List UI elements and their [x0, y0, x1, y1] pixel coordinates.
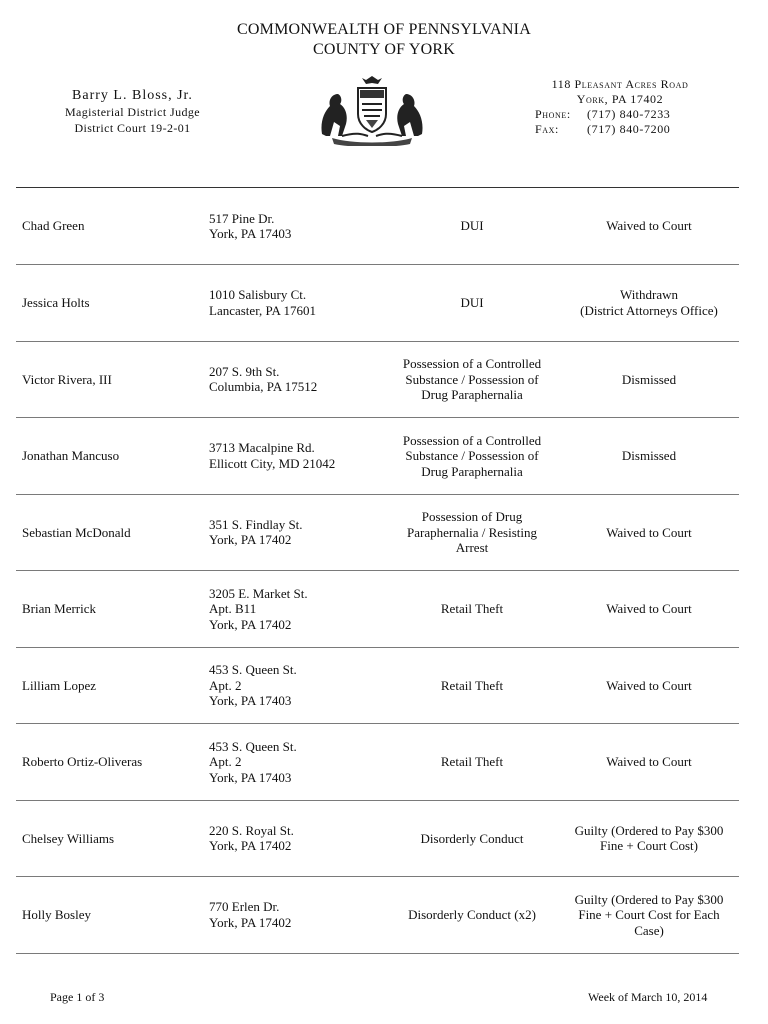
- defendant-address-line: York, PA 17402: [209, 914, 292, 930]
- defendant-name: Sebastian McDonald: [16, 494, 202, 571]
- table-row: [16, 724, 739, 801]
- address-city: York, PA 17402: [576, 92, 664, 106]
- defendant-name: Jonathan Mancuso: [16, 418, 202, 495]
- defendant-address-line: 1010 Salisbury Ct.: [209, 287, 307, 303]
- charge-line: Drug Paraphernalia: [421, 463, 523, 479]
- charge-line: Retail Theft: [440, 677, 504, 693]
- defendant-address: [202, 188, 381, 265]
- defendant-address-line: York, PA 17402: [209, 532, 292, 548]
- header-commonwealth: COMMONWEALTH OF PENNSYLVANIA: [237, 21, 531, 38]
- defendant-address-line: 220 S. Royal St.: [209, 822, 294, 838]
- charge: [381, 724, 563, 801]
- defendant-name: Victor Rivera, III: [16, 341, 202, 418]
- charge-line: Substance / Possession of: [405, 371, 539, 387]
- table-row: [16, 418, 739, 495]
- defendant-address-line: York, PA 17403: [209, 769, 292, 785]
- charge: [381, 188, 563, 265]
- disposition: [563, 494, 739, 571]
- disposition: [563, 800, 739, 877]
- fax-row: [535, 122, 705, 137]
- disposition: [563, 188, 739, 265]
- defendant-address-line: York, PA 17403: [209, 226, 292, 241]
- charge: [381, 800, 563, 877]
- charge: [381, 418, 563, 495]
- defendant-address-line: 517 Pine Dr.: [209, 210, 275, 226]
- charge-line: Paraphernalia / Resisting: [407, 524, 537, 540]
- disposition: [563, 265, 739, 342]
- charge-line: DUI: [460, 218, 484, 234]
- defendant-name: Jessica Holts: [16, 265, 202, 342]
- page-number: Page 1 of 3: [50, 990, 105, 1004]
- table-row: [16, 188, 739, 265]
- disposition: [563, 724, 739, 801]
- charge-line: Possession of a Controlled: [402, 432, 542, 448]
- disposition: [563, 877, 739, 954]
- defendant-name: Chad Green: [16, 188, 202, 265]
- disposition-line: Guilty (Ordered to Pay $300: [574, 891, 724, 907]
- defendant-address-line: Ellicott City, MD 21042: [209, 455, 336, 471]
- disposition-line: Waived to Court: [606, 754, 692, 769]
- charge: [381, 571, 563, 648]
- disposition: [563, 647, 739, 724]
- document-header: [0, 20, 768, 60]
- defendant-name: Holly Bosley: [16, 877, 202, 954]
- fax-label: Fax:: [535, 122, 559, 136]
- table-row: [16, 341, 739, 418]
- phone-number: (717) 840-7233: [587, 107, 671, 121]
- disposition-line: Waived to Court: [606, 218, 692, 234]
- table-row: [16, 571, 739, 648]
- table-row: [16, 800, 739, 877]
- charge-line: Retail Theft: [440, 601, 504, 616]
- defendant-address-line: 453 S. Queen St.: [209, 738, 297, 754]
- defendant-address: [202, 494, 381, 571]
- disposition: [563, 418, 739, 495]
- defendant-address: [202, 800, 381, 877]
- charge-line: Possession of Drug: [421, 509, 523, 524]
- disposition-line: Guilty (Ordered to Pay $300: [574, 822, 724, 838]
- disposition-line: Dismissed: [621, 371, 677, 387]
- judge-title: Magisterial District Judge: [64, 105, 201, 119]
- defendant-name: Lilliam Lopez: [16, 647, 202, 724]
- fax-number: (717) 840-7200: [587, 122, 671, 136]
- table-row: [16, 494, 739, 571]
- charge-line: Drug Paraphernalia: [421, 387, 523, 402]
- defendant-address: [202, 724, 381, 801]
- defendant-address-line: Lancaster, PA 17601: [209, 302, 316, 318]
- judge-info: [40, 88, 225, 136]
- defendant-address-line: 351 S. Findlay St.: [209, 516, 303, 532]
- table-row: [16, 647, 739, 724]
- defendant-address-line: 770 Erlen Dr.: [209, 899, 280, 915]
- charge: [381, 494, 563, 571]
- address-street: 118 Pleasant Acres Road: [551, 77, 689, 91]
- charge-line: Substance / Possession of: [405, 448, 539, 463]
- charge: [381, 341, 563, 418]
- defendant-address: [202, 647, 381, 724]
- court-number: District Court 19-2-01: [74, 121, 191, 135]
- defendant-address-line: 453 S. Queen St.: [209, 662, 297, 677]
- disposition-line: Waived to Court: [606, 601, 692, 616]
- charge: [381, 265, 563, 342]
- disposition-line: Withdrawn: [620, 287, 678, 303]
- defendant-address-line: 207 S. 9th St.: [209, 363, 280, 379]
- charge-line: Retail Theft: [440, 754, 504, 769]
- case-records-table: [16, 188, 739, 954]
- defendant-address: [202, 571, 381, 648]
- header-county: COUNTY OF YORK: [312, 41, 456, 58]
- defendant-address-line: Columbia, PA 17512: [209, 379, 318, 395]
- defendant-address-line: Apt. 2: [209, 754, 242, 769]
- disposition-line: Waived to Court: [606, 524, 692, 540]
- defendant-address-line: 3713 Macalpine Rd.: [209, 440, 315, 456]
- phone-row: [535, 107, 705, 122]
- charge: [381, 647, 563, 724]
- disposition-line: Fine + Court Cost): [600, 838, 698, 854]
- disposition-line: Fine + Court Cost for Each: [578, 907, 720, 922]
- charge-line: Arrest: [455, 540, 489, 555]
- defendant-address-line: Apt. B11: [209, 601, 257, 616]
- pennsylvania-seal-icon: [312, 74, 432, 146]
- judge-name: Barry L. Bloss, Jr.: [72, 88, 193, 103]
- disposition: [563, 341, 739, 418]
- charge-line: DUI: [460, 295, 484, 310]
- table-row: [16, 265, 739, 342]
- defendant-name: Chelsey Williams: [16, 800, 202, 877]
- defendant-address-line: York, PA 17402: [209, 838, 292, 854]
- disposition-line: (District Attorneys Office): [580, 302, 718, 318]
- defendant-address: [202, 265, 381, 342]
- defendant-address-line: 3205 E. Market St.: [209, 585, 308, 601]
- defendant-address-line: York, PA 17402: [209, 616, 292, 632]
- defendant-address: [202, 877, 381, 954]
- defendant-name: Brian Merrick: [16, 571, 202, 648]
- disposition-line: Case): [634, 922, 664, 938]
- charge: [381, 877, 563, 954]
- defendant-address-line: York, PA 17403: [209, 693, 292, 708]
- defendant-name: Roberto Ortiz-Oliveras: [16, 724, 202, 801]
- charge-line: Possession of a Controlled: [402, 356, 542, 371]
- charge-line: Disorderly Conduct: [420, 830, 524, 846]
- case-records-body: [16, 188, 739, 953]
- charge-line: Disorderly Conduct (x2): [408, 907, 536, 922]
- disposition-line: Dismissed: [621, 448, 677, 463]
- phone-label: Phone:: [535, 107, 571, 121]
- defendant-address-line: Apt. 2: [209, 677, 242, 693]
- disposition-line: Waived to Court: [606, 677, 692, 693]
- week-of-date: Week of March 10, 2014: [588, 990, 708, 1004]
- court-address: [535, 77, 705, 137]
- defendant-address: [202, 341, 381, 418]
- table-row: [16, 877, 739, 954]
- defendant-address: [202, 418, 381, 495]
- disposition: [563, 571, 739, 648]
